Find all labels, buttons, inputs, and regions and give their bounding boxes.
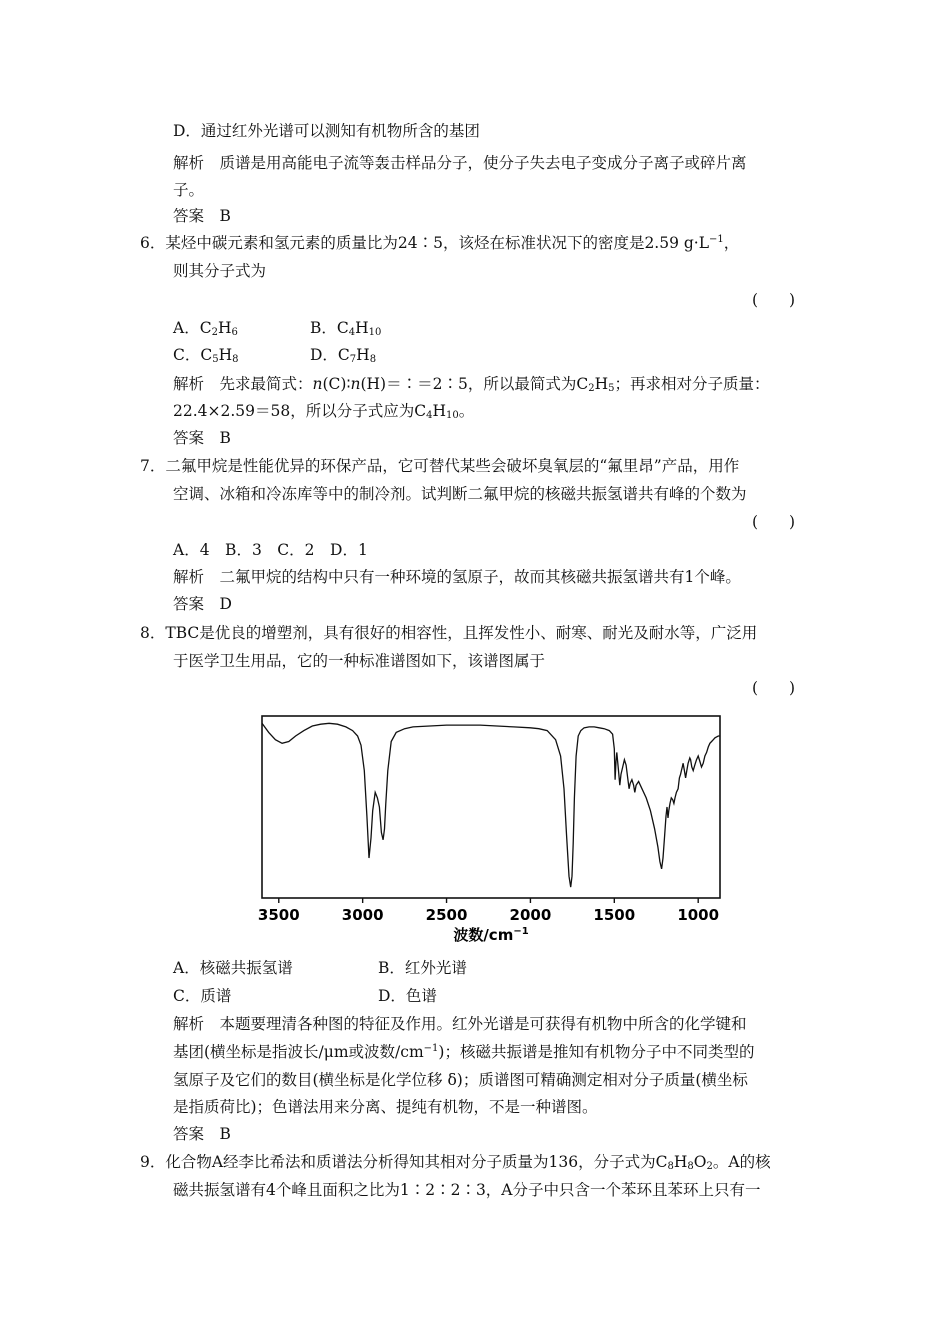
q7-analysis: 解析 二氟甲烷的结构中只有一种环境的氢原子，故而其核磁共振氢谱共有1个峰。: [173, 568, 741, 586]
q8-analysis-line2: 基团(横坐标是指波长/μm或波数$/cm^{-1}$)；核磁共振谱是推知有机物分子中不同类型的: [173, 1043, 755, 1061]
x-tick-label: 2500: [425, 906, 468, 924]
q8-stem-line2: 于医学卫生用品，它的一种标准谱图如下，该谱图属于: [173, 652, 546, 670]
q7-answer-paren: ( ): [752, 513, 796, 531]
chart-frame: [262, 716, 720, 898]
x-tick-label: 1000: [677, 906, 720, 924]
x-tick-label: 2000: [509, 906, 552, 924]
q8-analysis-line3: 氢原子及它们的数目(横坐标是化学位移 δ)；质谱图可精确测定相对分子质量(横坐标: [173, 1071, 748, 1089]
q6-option-d: D．$C_7H_8$: [310, 346, 377, 365]
q6-option-a: A．$C_2H_6$: [173, 319, 238, 338]
spectrum-line: [262, 723, 720, 887]
q6-option-b: B．$C_4H_{10}$: [310, 319, 382, 338]
q5-analysis-line1: 解析 质谱是用高能电子流等轰击样品分子，使分子失去电子变成分子离子或碎片离: [173, 154, 747, 172]
q6-stem-line1: 6．某烃中碳元素和氢元素的质量比为24∶5，该烃在标准状况下的密度是2.59 $g\cdot L^{-1}$，: [140, 234, 740, 252]
q6-stem-line2: 则其分子式为: [173, 262, 267, 280]
q8-option-d: D．色谱: [378, 987, 437, 1005]
q8-analysis-line4: 是指质荷比)；色谱法用来分离、提纯有机物，不是一种谱图。: [173, 1098, 598, 1116]
x-axis-label: 波数$/cm^{-1}$: [453, 926, 529, 944]
q6-answer-paren: ( ): [752, 291, 796, 309]
q8-option-b: B．红外光谱: [378, 959, 467, 977]
q8-answer-paren: ( ): [752, 679, 796, 697]
q7-stem-line2: 空调、冰箱和冷冻库等中的制冷剂。试判断二氟甲烷的核磁共振氢谱共有峰的个数为: [173, 485, 747, 503]
q8-option-c: C．质谱: [173, 987, 232, 1005]
q5-answer: 答案 B: [173, 207, 231, 225]
q7-answer: 答案 D: [173, 595, 232, 613]
ir-spectrum-chart: [248, 708, 738, 948]
x-tick-label: 3000: [341, 906, 384, 924]
q5-analysis-line2: 子。: [173, 181, 205, 199]
q5-option-d: D．通过红外光谱可以测知有机物所含的基团: [173, 122, 480, 140]
q6-option-c: C．$C_5H_8$: [173, 346, 239, 365]
q6-analysis-line2: 22.4×2.59＝58，所以分子式应为$C_4H_{10}$。: [173, 402, 475, 421]
q9-stem-line1: 9．化合物A经李比希法和质谱法分析得知其相对分子质量为136，分子式为$C_8H_8O_2$。A的核: [140, 1153, 771, 1172]
q6-answer: 答案 B: [173, 429, 231, 447]
q8-analysis-line1: 解析 本题要理清各种图的特征及作用。红外光谱是可获得有机物中所含的化学键和: [173, 1015, 747, 1033]
q7-stem-line1: 7．二氟甲烷是性能优异的环保产品，它可替代某些会破坏臭氧层的“氟里昂”产品，用作: [140, 457, 740, 475]
q8-option-a: A．核磁共振氢谱: [173, 959, 293, 977]
q6-analysis-line1: 解析 先求最简式：n(C)∶n(H)＝∶＝2∶5，所以最简式为$C_2H_5$；再求相对分子质量：: [173, 375, 770, 394]
x-tick-label: 3500: [257, 906, 300, 924]
q9-stem-line2: 磁共振氢谱有4个峰且面积之比为1∶2∶2∶3，A分子中只含一个苯环且苯环上只有一: [173, 1181, 761, 1199]
q8-answer: 答案 B: [173, 1125, 231, 1143]
q8-stem-line1: 8．TBC是优良的增塑剂，具有很好的相容性，且挥发性小、耐寒、耐光及耐水等，广泛用: [140, 624, 758, 642]
x-tick-label: 1500: [593, 906, 636, 924]
q7-options: A．4 B．3 C．2 D．1: [173, 541, 368, 559]
